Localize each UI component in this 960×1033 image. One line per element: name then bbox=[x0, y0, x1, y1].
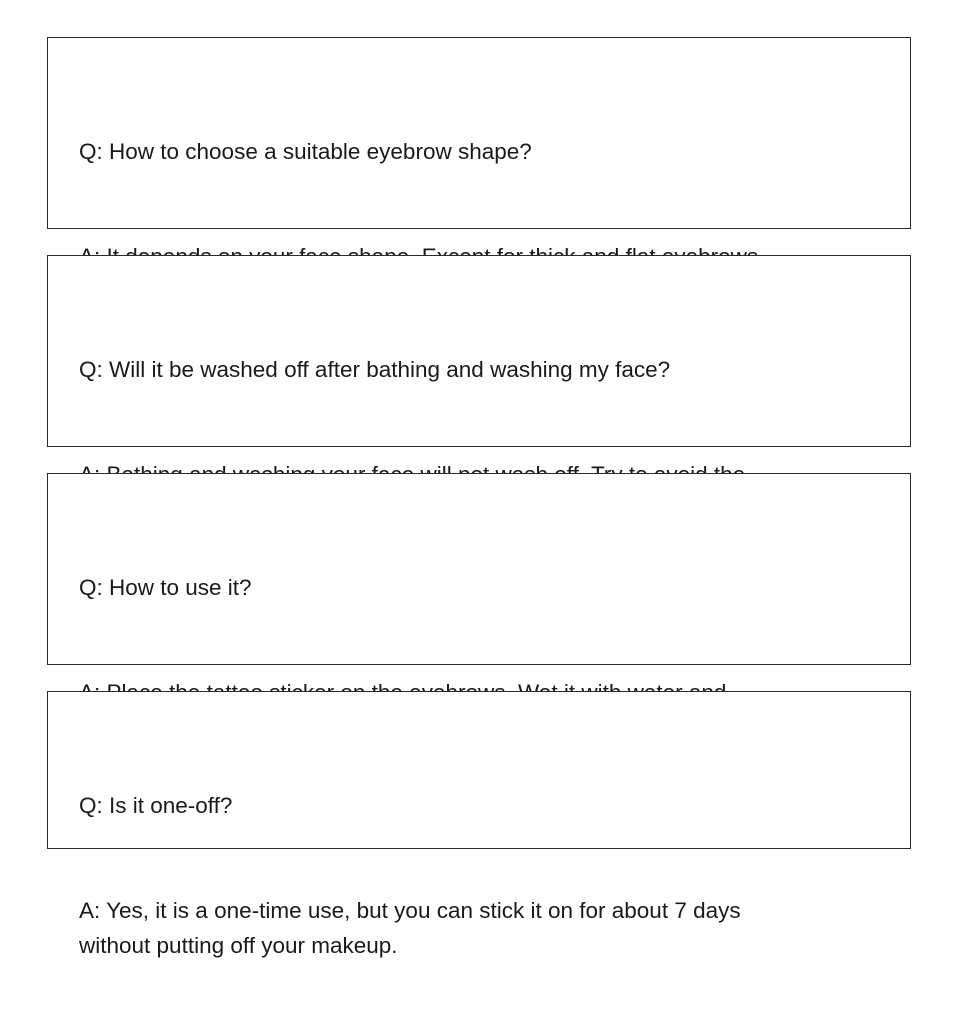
faq-content bbox=[79, 718, 741, 1033]
faq-card bbox=[47, 255, 911, 447]
faq-card bbox=[47, 473, 911, 665]
faq-question: Q: Is it one-off? bbox=[79, 793, 233, 818]
faq-question: Q: How to use it? bbox=[79, 575, 252, 600]
faq-card bbox=[47, 37, 911, 229]
faq-question: Q: Will it be washed off after bathing and washing my face? bbox=[79, 357, 671, 382]
faq-card bbox=[47, 691, 911, 958]
faq-question: Q: How to choose a suitable eyebrow shape? bbox=[79, 139, 532, 164]
faq-answer: A: Yes, it is a one-time use, but you can stick it on for about 7 days without putting off your makeup. bbox=[79, 898, 741, 958]
